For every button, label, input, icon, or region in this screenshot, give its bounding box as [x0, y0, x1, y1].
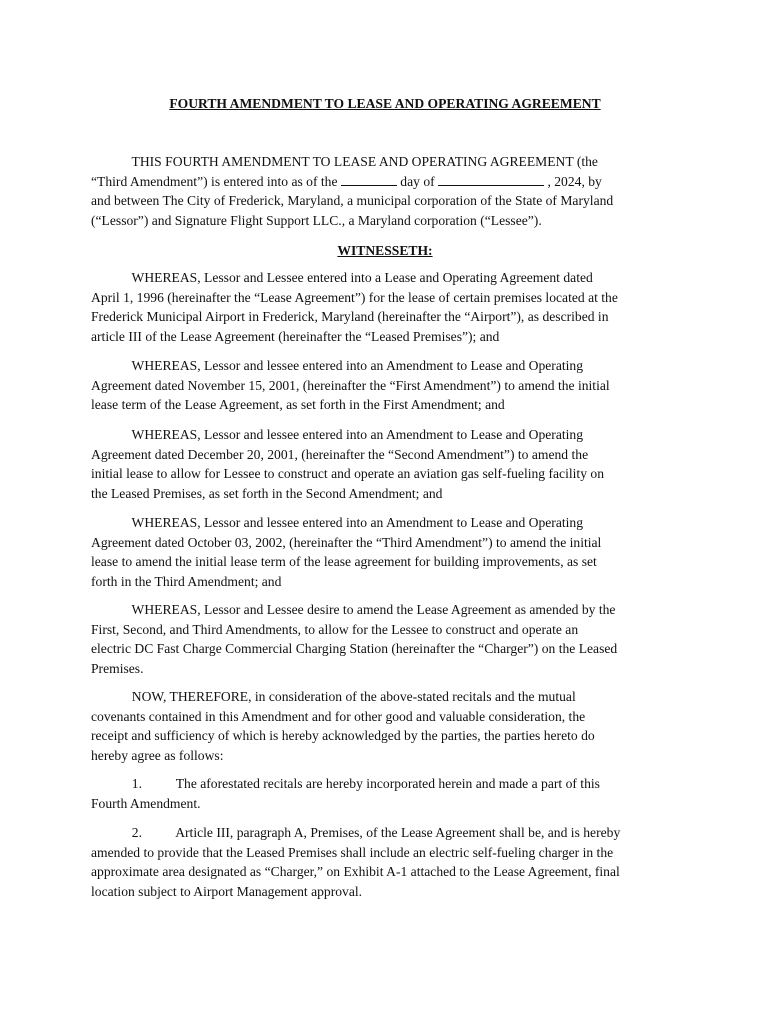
paragraph-line: location subject to Airport Management approval.: [91, 883, 363, 899]
paragraph-line: NOW, THEREFORE, in consideration of the above-stated recitals and the mutual: [91, 689, 576, 704]
paragraph-line: Agreement dated December 20, 2001, (hereinafter the “Second Amendment”) to amend the: [91, 446, 589, 462]
paragraph-line: forth in the Third Amendment; and: [91, 573, 282, 589]
intro-text: , 2024, by: [544, 173, 602, 189]
document-title: FOURTH AMENDMENT TO LEASE AND OPERATING AGREEMENT: [169, 96, 601, 111]
paragraph-line: 1. The aforestated recitals are hereby incorporated herein and made a part of this: [91, 776, 600, 791]
paragraph-line: 2. Article III, paragraph A, Premises, of the Lease Agreement shall be, and is hereby: [91, 825, 621, 840]
paragraph-line: WHEREAS, Lessor and lessee entered into an Amendment to Lease and Operating: [91, 358, 584, 373]
intro-text: day of: [396, 173, 439, 189]
body-paragraph: [91, 687, 681, 765]
paragraph-line: Premises.: [91, 660, 144, 676]
body-paragraph: [91, 356, 681, 415]
intro-line: [91, 172, 681, 192]
intro-paragraph: [91, 152, 681, 230]
paragraph-line: Agreement dated October 03, 2002, (hereinafter the “Third Amendment”) to amend the initial: [91, 534, 602, 550]
paragraph-line: Agreement dated November 15, 2001, (hereinafter the “First Amendment”) to amend the initial: [91, 377, 610, 393]
body-paragraph: [91, 600, 681, 678]
paragraph-line: Frederick Municipal Airport in Frederick, Maryland (hereinafter the “Airport”), as described in: [91, 309, 609, 324]
day-blank: [341, 172, 397, 186]
paragraph-line: initial lease to allow for Lessee to construct and operate an aviation gas self-fueling facility on: [91, 466, 604, 481]
witnesseth-heading: WITNESSETH:: [337, 243, 433, 258]
paragraph-line: First, Second, and Third Amendments, to allow for the Lessee to construct and operate an: [91, 621, 579, 637]
paragraph-line: WHEREAS, Lessor and Lessee desire to amend the Lease Agreement as amended by the: [91, 602, 616, 617]
paragraph-line: lease term of the Lease Agreement, as set forth in the First Amendment; and: [91, 397, 505, 412]
paragraph-line: hereby agree as follows:: [91, 747, 224, 763]
paragraph-line: April 1, 1996 (hereinafter the “Lease Agreement”) for the lease of certain premises located at the: [91, 289, 618, 305]
paragraph-line: amended to provide that the Leased Premises shall include an electric self-fueling charger in the: [91, 844, 614, 860]
paragraph-line: WHEREAS, Lessor and Lessee entered into a Lease and Operating Agreement dated: [91, 270, 593, 285]
intro-line: and between The City of Frederick, Maryland, a municipal corporation of the State of Maryland: [91, 193, 614, 208]
intro-line: (“Lessor”) and Signature Flight Support LLC., a Maryland corporation (“Lessee”).: [91, 212, 542, 228]
paragraph-line: the Leased Premises, as set forth in the Second Amendment; and: [91, 485, 443, 501]
body-paragraph: [91, 774, 681, 813]
body-paragraph: [91, 823, 681, 901]
body-paragraph: [91, 425, 681, 503]
paragraph-line: electric DC Fast Charge Commercial Charging Station (hereinafter the “Charger”) on the Leased: [91, 641, 618, 656]
paragraph-line: article III of the Lease Agreement (hereinafter the “Leased Premises”); and: [91, 328, 500, 344]
month-blank: [438, 172, 544, 186]
paragraph-line: covenants contained in this Amendment and for other good and valuable consideration, the: [91, 708, 586, 724]
paragraph-line: WHEREAS, Lessor and lessee entered into an Amendment to Lease and Operating: [91, 427, 584, 442]
intro-line: THIS FOURTH AMENDMENT TO LEASE AND OPERATING AGREEMENT (the: [91, 154, 598, 169]
body-paragraph: [91, 268, 681, 346]
paragraph-line: WHEREAS, Lessor and lessee entered into an Amendment to Lease and Operating: [91, 515, 584, 530]
paragraph-line: Fourth Amendment.: [91, 795, 201, 811]
paragraph-line: lease to amend the initial lease term of the lease agreement for building improvements, as set: [91, 554, 597, 569]
paragraph-line: approximate area designated as “Charger,” on Exhibit A-1 attached to the Lease Agreement, final: [91, 864, 620, 879]
body-paragraph: [91, 513, 681, 591]
paragraph-line: receipt and sufficiency of which is hereby acknowledged by the parties, the parties hereto do: [91, 728, 595, 743]
intro-text: “Third Amendment”) is entered into as of the: [91, 173, 341, 189]
